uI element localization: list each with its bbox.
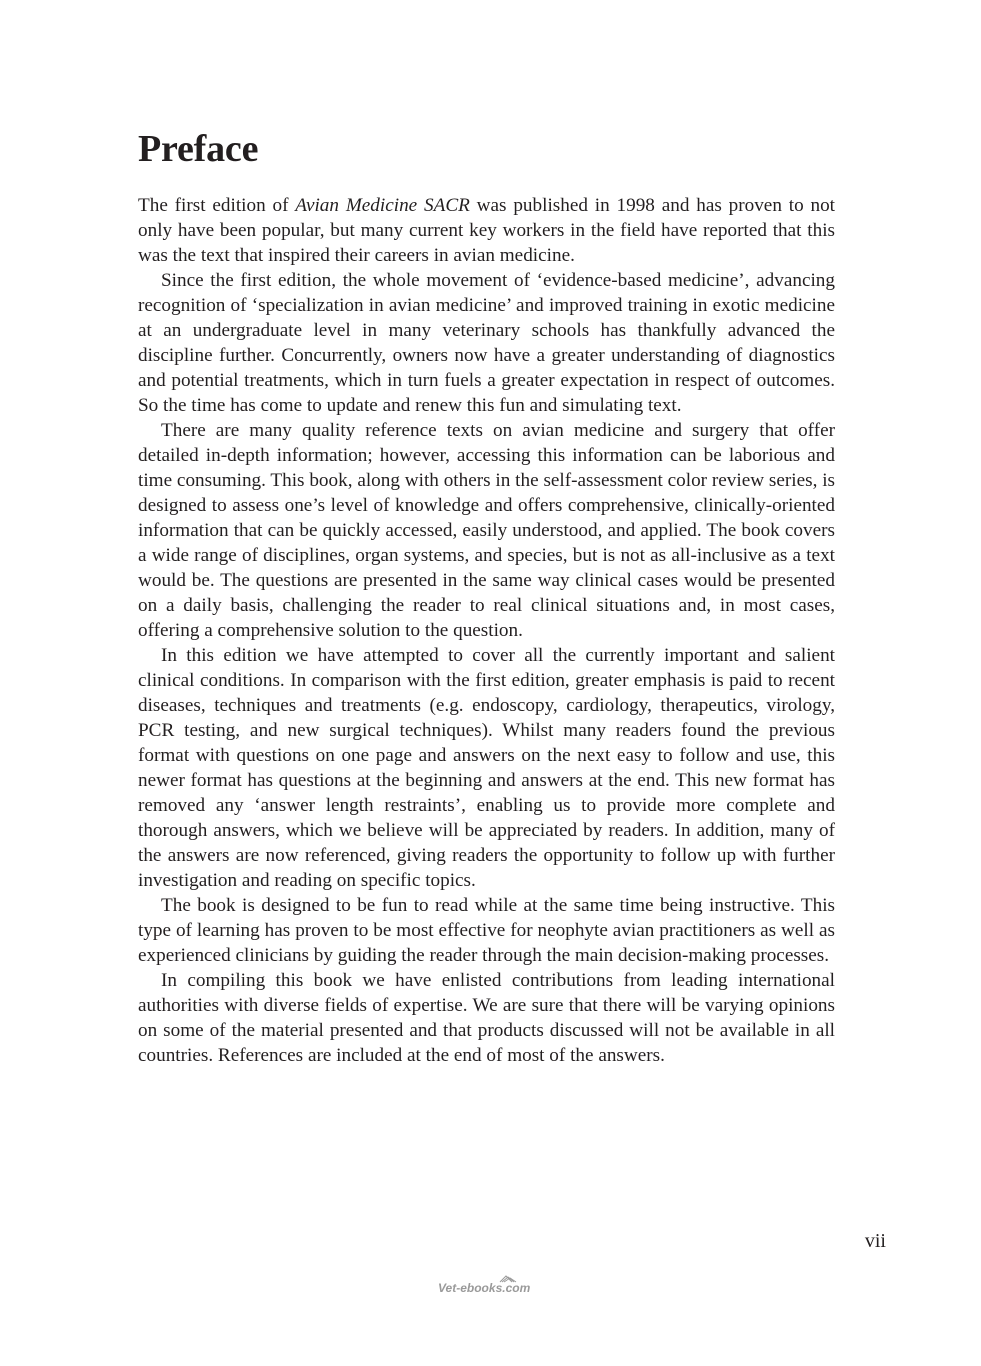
- paragraph-4: In this edition we have attempted to cover all the currently important and salient clinical conditions. In comparison with the first edition, greater emphasis is paid to recent diseases, techniques and treatments (e.g. endoscopy, cardiology, therapeutics, virology, PCR testing, and new surgical techniques). Whilst many readers found the previous format with questions on one page and answers on the next easy to follow and use, this newer format has questions at the beginning and answers at the end. This new format has removed any ‘answer length restraints’, enabling us to provide more complete and thorough answers, which we believe will be appreciated by readers. In addition, many of the answers are now referenced, giving readers the opportunity to follow up with further investigation and reading on specific topics.: [138, 645, 835, 891]
- watermark-logo: [436, 1272, 546, 1296]
- paragraph-3: There are many quality reference texts on avian medicine and surgery that offer detailed in-depth information; however, accessing this information can be laborious and time consuming. This book, along with others in the self-assessment color review series, is designed to assess one’s level of knowledge and offers comprehensive, clinically-oriented information that can be quickly accessed, easily understood, and applied. The book covers a wide range of disciplines, organ systems, and species, but is not as all-inclusive as a text would be. The questions are presented in the same way clinical cases would be presented on a daily basis, challenging the reader to real clinical situations and, in most cases, offering a comprehensive solution to the question.: [138, 420, 835, 641]
- paragraph-1-rest: was published in 1998 and has proven to not only have been popular, but many current key workers in the field have reported that this was the text that inspired their careers in avian medicine.: [138, 195, 835, 266]
- preface-body: [138, 193, 835, 1068]
- page-number: vii: [864, 1230, 886, 1252]
- page-title: Preface: [138, 128, 259, 170]
- paragraph-6: In compiling this book we have enlisted contributions from leading international authorities with diverse fields of expertise. We are sure that there will be varying opinions on some of the material presented and that products discussed will not be available in all countries. References are included at the end of most of the answers.: [138, 970, 835, 1066]
- watermark-text: Vet-ebooks.com: [438, 1281, 531, 1295]
- book-title-italic: Avian Medicine SACR: [295, 195, 470, 216]
- paragraph-1: [138, 193, 835, 268]
- paragraph-2: Since the first edition, the whole movement of ‘evidence-based medicine’, advancing recognition of ‘specialization in avian medicine’ and improved training in exotic medicine at an undergraduate level in many veterinary schools has thankfully advanced the discipline further. Concurrently, owners now have a greater understanding of diagnostics and potential treatments, which in turn fuels a greater expectation in respect of outcomes. So the time has come to update and renew this fun and simulating text.: [138, 270, 835, 416]
- paragraph-5: The book is designed to be fun to read while at the same time being instructive. This type of learning has proven to be most effective for neophyte avian practitioners as well as experienced clinicians by guiding the reader through the main decision-making processes.: [138, 895, 835, 966]
- paragraph-1-lead: The first edition of: [138, 195, 296, 216]
